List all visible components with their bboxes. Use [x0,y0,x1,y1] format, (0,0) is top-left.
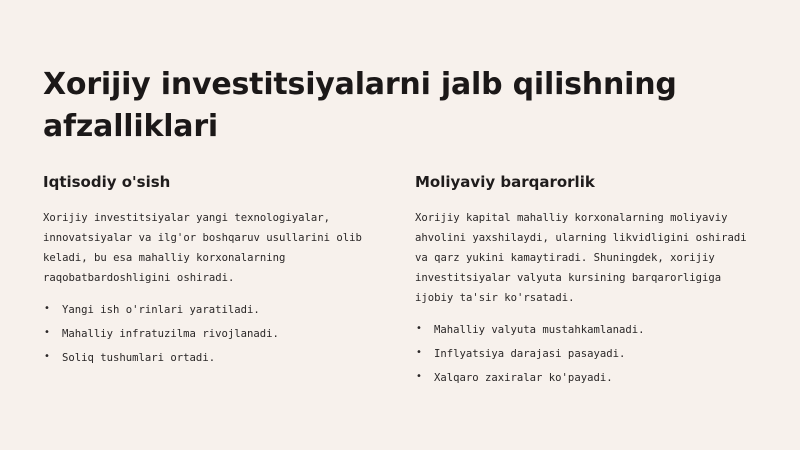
bullet-item [415,342,765,366]
bullet-icon: • [44,327,50,338]
bullet-item [415,318,765,342]
bullet-icon: • [416,323,422,334]
bullet-item [43,298,393,322]
column-heading: Iqtisodiy o'sish [43,173,171,191]
column-economic-growth [43,171,393,370]
bullet-list [415,318,765,390]
bullet-text: Soliq tushumlari ortadi. [62,352,216,364]
bullet-icon: • [416,371,422,382]
bullet-icon: • [44,303,50,314]
bullet-text: Mahalliy valyuta mustahkamlanadi. [434,324,645,336]
bullet-text: Yangi ish o'rinlari yaratiladi. [62,304,260,316]
column-body-text: Xorijiy kapital mahalliy korxonalarning moliyaviy ahvolini yaxshilaydi, ularning likvidligini oshiradi va qarz yukini kamaytiradi. Shuningdek, xorijiy investitsiyalar valyuta kursining barqarorligiga ijobiy ta'sir ko'rsatadi. [415,212,747,304]
bullet-text: Xalqaro zaxiralar ko'payadi. [434,372,613,384]
bullet-list [43,298,393,370]
column-body-text: Xorijiy investitsiyalar yangi texnologiyalar, innovatsiyalar va ilg'or boshqaruv usullarini olib keladi, bu esa mahalliy korxonalarning raqobatbardoshligini oshiradi. [43,212,362,284]
bullet-text: Mahalliy infratuzilma rivojlanadi. [62,328,279,340]
bullet-item [415,366,765,390]
column-heading: Moliyaviy barqarorlik [415,173,595,191]
slide-title: Xorijiy investitsiyalarni jalb qilishning afzalliklari [43,67,677,144]
bullet-item [43,346,393,370]
bullet-text: Inflyatsiya darajasi pasayadi. [434,348,626,360]
bullet-icon: • [44,351,50,362]
bullet-icon: • [416,347,422,358]
bullet-item [43,322,393,346]
column-financial-stability [415,171,765,390]
